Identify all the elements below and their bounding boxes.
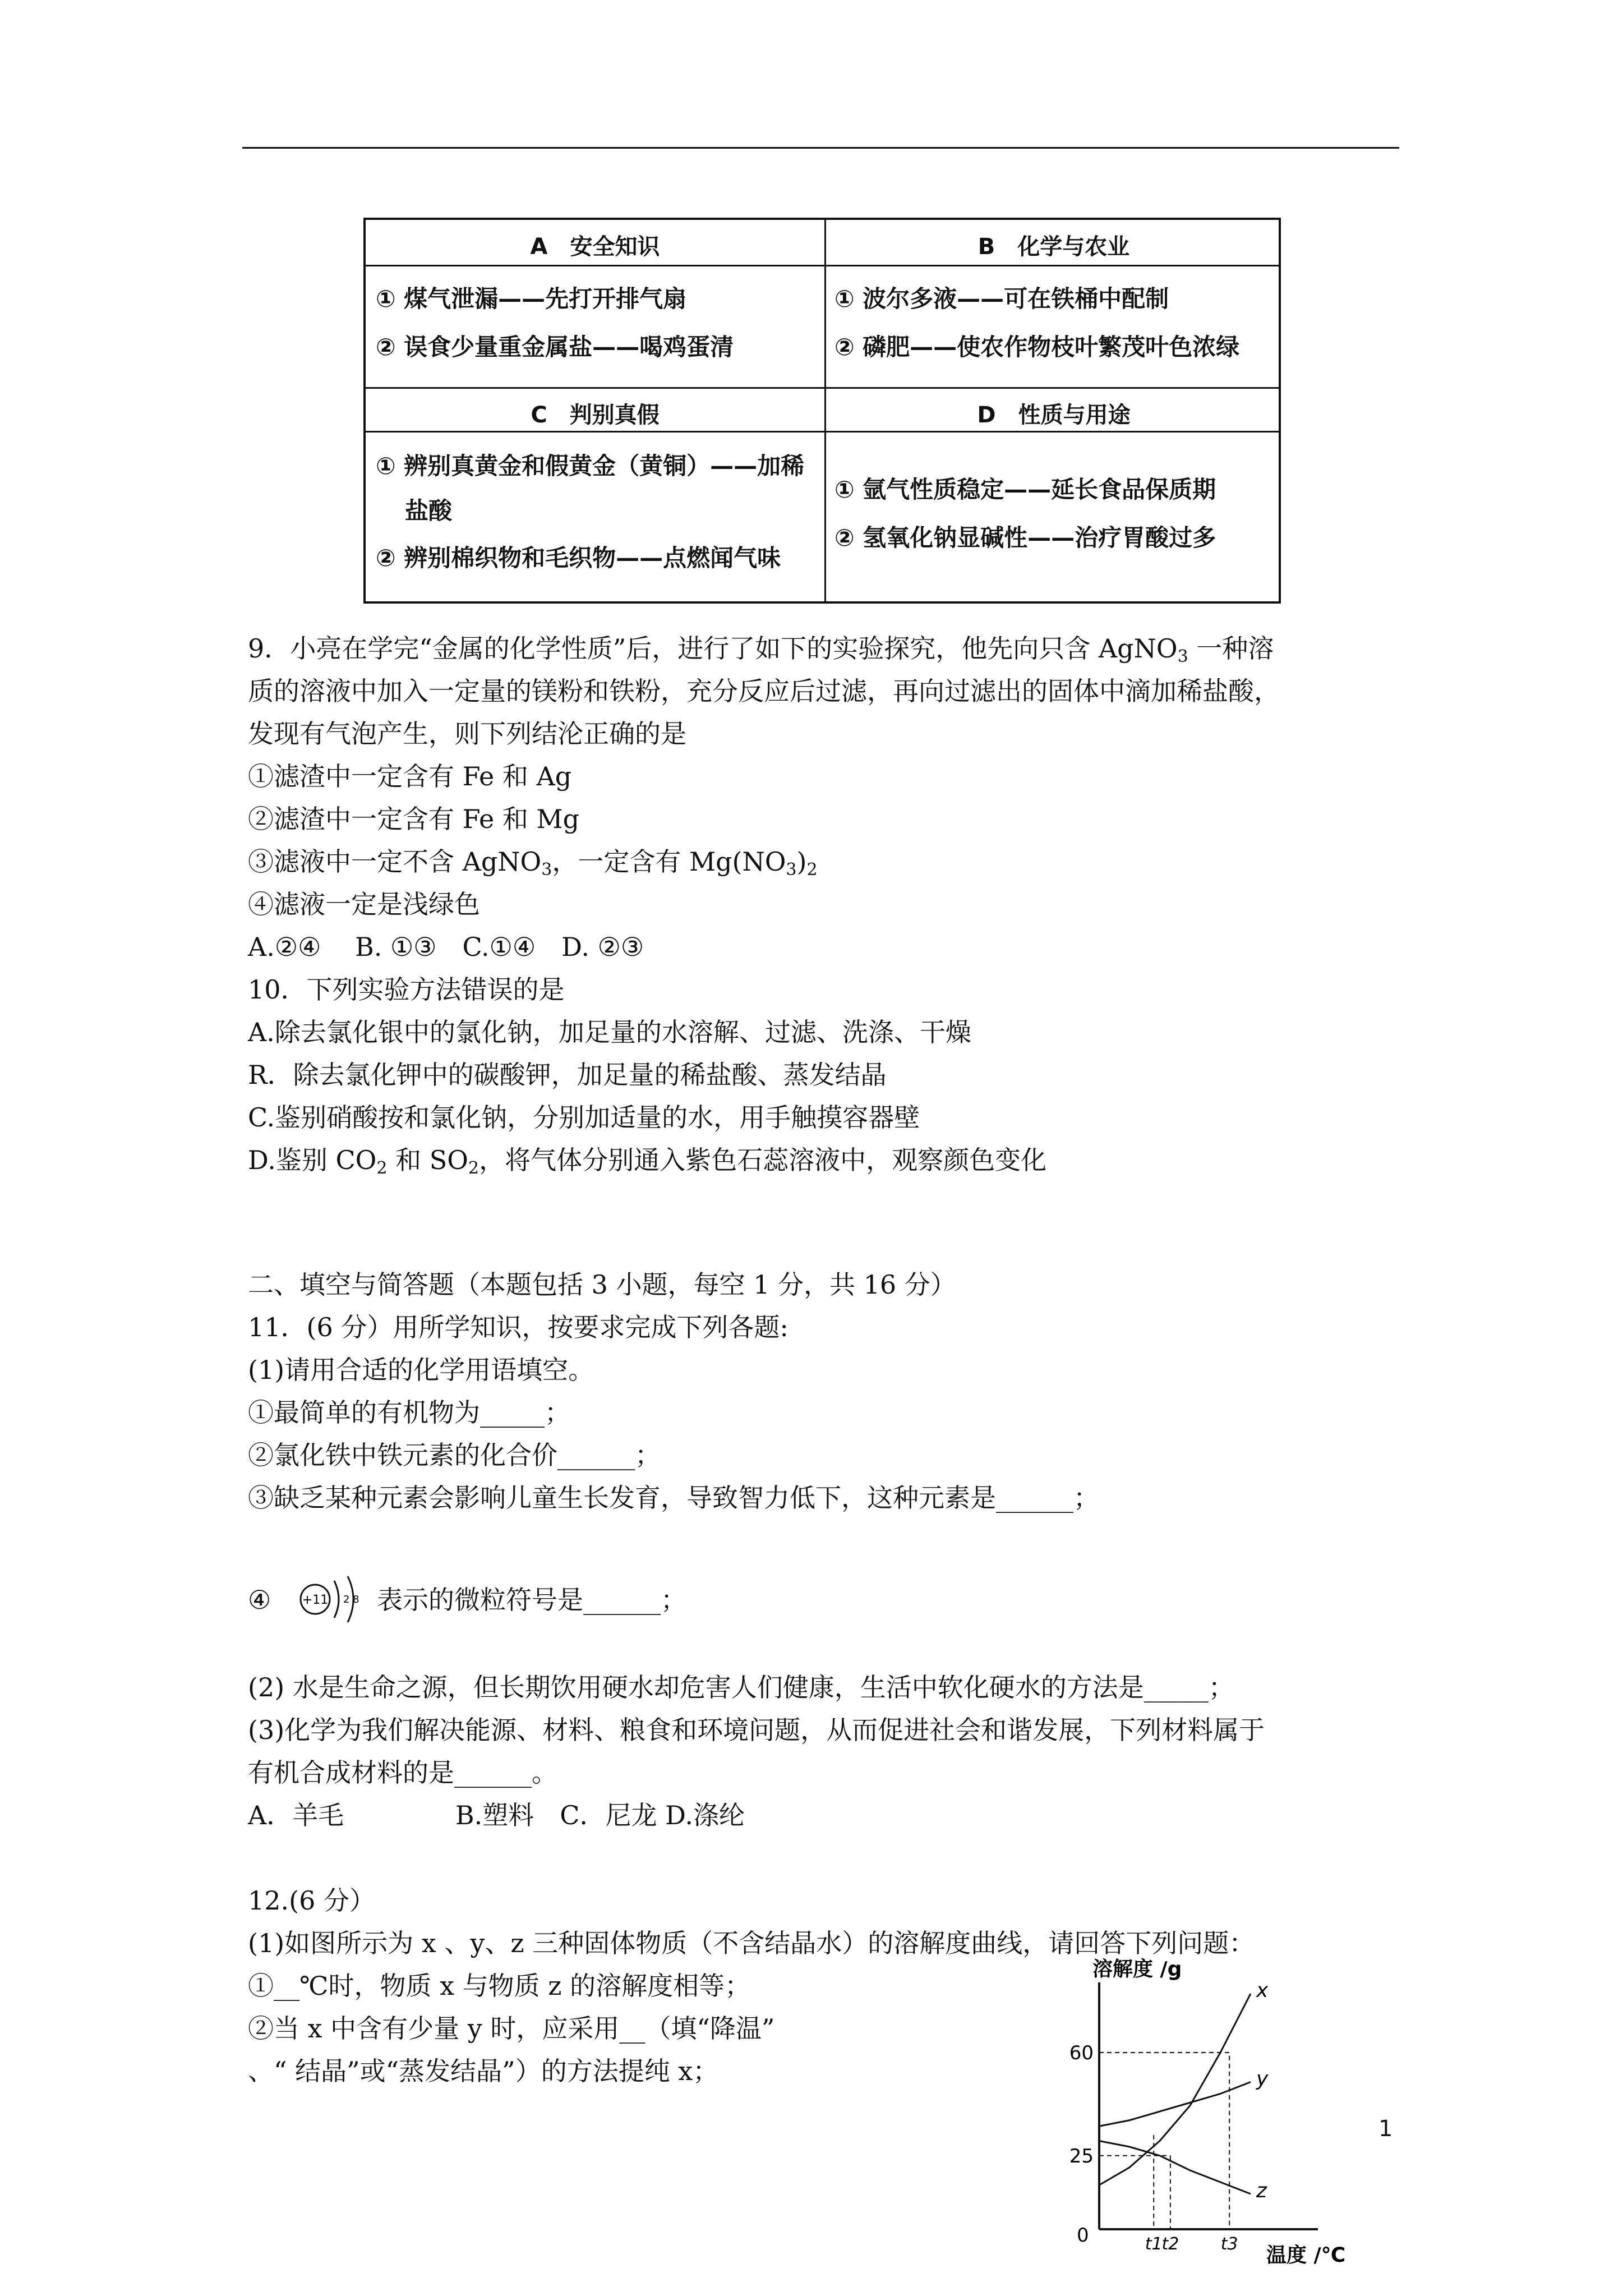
q12-stem: 12.(6 分） (248, 1885, 375, 1916)
table-head-b: B 化学与农业 (978, 234, 1130, 260)
series-line-z (1099, 2141, 1251, 2194)
table-cell-b1: ① 波尔多液——可在铁桶中配制 (834, 285, 1169, 312)
q10-option-b: R．除去氯化钾中的碳酸钾，加足量的稀盐酸、蒸发结晶 (248, 1060, 887, 1090)
q10-option-c: C.鉴别硝酸按和氯化钠，分别加适量的水，用手触摸容器壁 (248, 1102, 920, 1133)
table-divider (366, 431, 1279, 432)
atom-structure-diagram (295, 1574, 374, 1625)
q9-option-3: ③滤液中一定不含 AgNO$_3$，一定含有 $Mg(NO_3)_2$ (248, 846, 818, 880)
q9-option-4: ④滤液一定是浅绿色 (248, 889, 480, 919)
solubility-chart (1054, 1954, 1368, 2269)
chart-ylabel: 溶解度 /g (1092, 1958, 1182, 1981)
q9-line2: 质的溶液中加入一定量的镁粉和铁粉，充分反应后过滤，再向过滤出的固体中滴加稀盐酸， (248, 676, 1280, 706)
series-label-y: y (1256, 2067, 1269, 2091)
q9-option-1: ①滤渣中一定含有 Fe 和 Ag (248, 761, 572, 792)
q9-line3: 发现有气泡产生，则下列结沦正确的是 (248, 719, 686, 749)
header-rule (242, 147, 1399, 149)
section-2-title: 二、填空与简答题（本题包括 3 小题，每空 1 分，共 16 分） (248, 1269, 956, 1300)
x-tick-label: t3 (1220, 2234, 1238, 2254)
q11-part1-a: ①最简单的有机物为_____； (248, 1397, 570, 1428)
q11-part3-line1: (3)化学为我们解决能源、材料、粮食和环境问题，从而促进社会和谐发展，下列材料属于 (248, 1715, 1265, 1745)
x-tick-label: t2 (1161, 2234, 1179, 2254)
x-tick-label: t1 (1145, 2234, 1163, 2254)
series-line-x (1099, 1994, 1251, 2185)
q10-option-a: A.除去氯化银中的氯化钠，加足量的水溶解、过滤、洗涤、干燥 (248, 1017, 971, 1047)
y-tick-label: 25 (1069, 2145, 1094, 2168)
q11-stem: 11．(6 分）用所学知识，按要求完成下列各题: (248, 1312, 789, 1342)
guide-line-60 (1099, 2053, 1229, 2229)
q12-part1-c: 、“ 结晶”或“蒸发结晶”）的方法提纯 x； (248, 2056, 719, 2086)
q11-part3-line2: 有机合成材料的是______。 (248, 1757, 557, 1788)
q11-part1-c: ③缺乏某种元素会影响儿童生长发育，导致智力低下，这种元素是______； (248, 1483, 1099, 1513)
series-label-z: z (1256, 2179, 1267, 2202)
table-cell-b2: ② 磷肥——使农作物枝叶繁茂叶色浓绿 (834, 333, 1240, 361)
q10-stem: 10．下列实验方法错误的是 (248, 974, 565, 1005)
q11-part1: (1)请用合适的化学用语填空。 (248, 1355, 594, 1385)
chart-xlabel: 温度 /℃ (1266, 2244, 1346, 2267)
q12-part1-b: ②当 x 中含有少量 y 时，应采用__（填“降温” (248, 2013, 775, 2044)
table-head-c: C 判别真假 (531, 402, 660, 428)
table-head-d: D 性质与用途 (977, 402, 1131, 428)
table-cell-d2: ② 氢氧化钠显碱性——治疗胃酸过多 (834, 524, 1216, 551)
table-cell-d1: ① 氩气性质稳定——延长食品保质期 (834, 476, 1216, 503)
table-divider (366, 265, 1279, 266)
q11-part1-d-number: ④ (248, 1585, 271, 1615)
table-head-a: A 安全知识 (530, 234, 660, 260)
q10-option-d: D.鉴别 $CO_2$ 和 $SO_2$，将气体分别通入紫色石蕊溶液中，观察颜色变化 (248, 1145, 1047, 1178)
q9-line1: 9．小亮在学完“金属的化学性质”后，进行了如下的实验探究，他先向只含 AgNO$_3$ 一种溶 (248, 633, 1274, 666)
chart-origin-label: 0 (1077, 2224, 1089, 2247)
q11-part1-d: 表示的微粒符号是______； (377, 1585, 686, 1615)
series-line-y (1099, 2082, 1251, 2127)
electron-shell-1 (334, 1581, 339, 1618)
q11-part2: (2) 水是生命之源，但长期饮用硬水却危害人们健康，生活中软化硬水的方法是_____； (248, 1672, 1234, 1703)
nucleus-charge: +11 (302, 1593, 329, 1607)
q11-choices: A．羊毛 B.塑料 C．尼龙 D.涤纶 (248, 1800, 745, 1830)
table-cell-c1-cont: 盐酸 (405, 497, 453, 524)
q12-part1-a: ①__℃时，物质 x 与物质 z 的溶解度相等； (248, 1971, 751, 2001)
q9-choices: A.②④ B. ①③ C.①④ D. ②③ (248, 932, 644, 962)
q11-part1-b: ②氯化铁中铁元素的化合价______； (248, 1440, 661, 1470)
q12-part1: (1)如图所示为 x 、y、z 三种固体物质（不含结晶水）的溶解度曲线，请回答下列问题： (248, 1928, 1255, 1958)
options-table (363, 218, 1281, 604)
series-label-x: x (1256, 1979, 1269, 2002)
table-cell-c1: ① 辨别真黄金和假黄金（黄铜）——加稀 (376, 452, 805, 480)
y-tick-label: 60 (1069, 2042, 1094, 2064)
table-cell-a2: ② 误食少量重金属盐——喝鸡蛋清 (376, 333, 734, 361)
table-divider (366, 387, 1279, 389)
page-number: 1 (1378, 2116, 1393, 2142)
shell-electron-counts: 2 8 (343, 1594, 359, 1605)
table-cell-c2: ② 辨别棉织物和毛织物——点燃闻气味 (376, 544, 781, 572)
q9-option-2: ②滤渣中一定含有 Fe 和 Mg (248, 804, 580, 834)
table-cell-a1: ① 煤气泄漏——先打开排气扇 (376, 285, 687, 312)
